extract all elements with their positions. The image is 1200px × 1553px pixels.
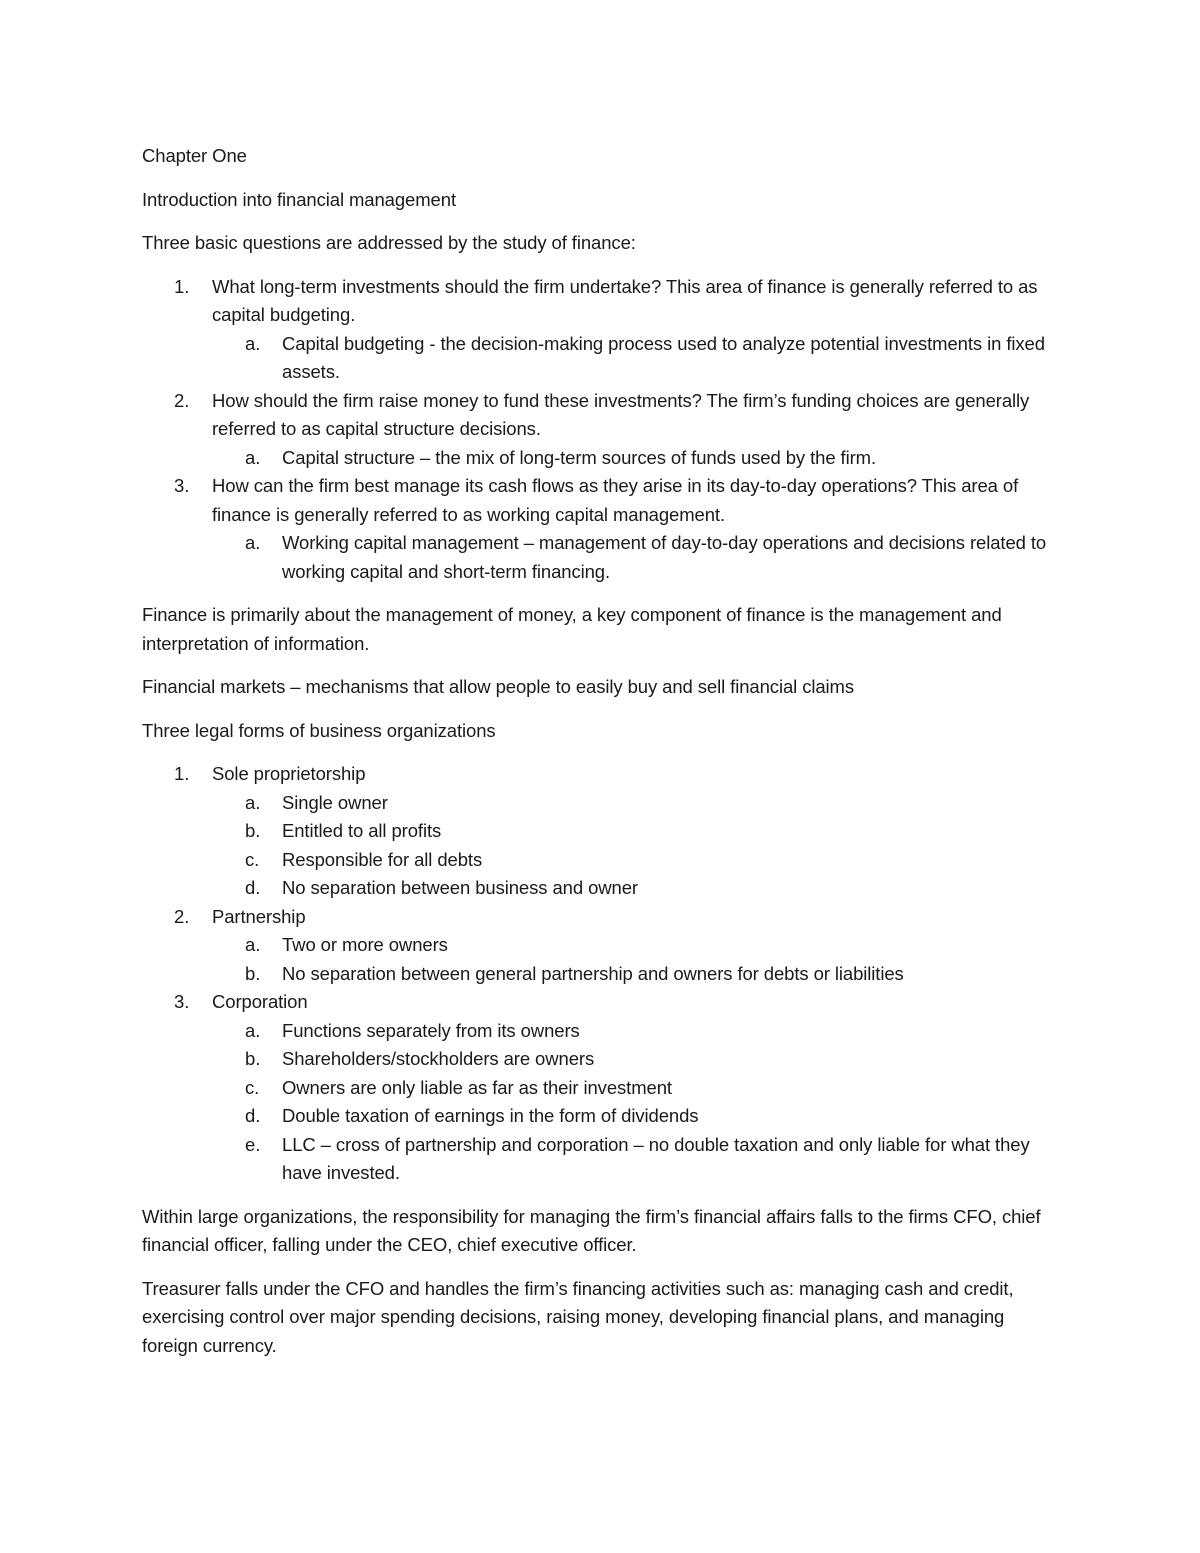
form-item-corporation <box>142 988 1062 1188</box>
list-number: 3. <box>174 475 190 496</box>
list-item-text: Two or more owners <box>282 934 448 955</box>
list-item-text: Double taxation of earnings in the form of dividends <box>282 1105 699 1126</box>
list-letter: c. <box>245 1076 260 1098</box>
list-item <box>212 1045 1062 1074</box>
list-letter: d. <box>245 1105 261 1126</box>
list-item-text: Functions separately from its owners <box>282 1019 580 1041</box>
list-letter: a. <box>245 791 261 813</box>
list-letter: b. <box>245 1048 261 1069</box>
form-item-sole-proprietorship <box>142 760 1062 903</box>
finance-paragraph: Finance is primarily about the management of money, a key component of finance is the management and interpretation of information. <box>142 604 1002 654</box>
list-item-text: LLC – cross of partnership and corporation – no double taxation and only liable for what they have invested. <box>282 1133 1030 1183</box>
list-number: 3. <box>174 991 190 1012</box>
list-item <box>212 789 1062 818</box>
chapter-title: Chapter One <box>142 145 247 166</box>
list-letter: c. <box>245 848 260 870</box>
question-text: How should the firm raise money to fund these investments? The firm’s funding choices are generally referred to as capital structure decisions. <box>212 389 1030 439</box>
list-item <box>212 874 1062 903</box>
chapter-subtitle: Introduction into financial management <box>142 188 456 210</box>
question-sublist <box>212 529 1062 586</box>
list-item <box>212 817 1062 846</box>
question-item <box>142 387 1062 473</box>
question-sublist <box>212 330 1062 387</box>
question-sublist <box>212 444 1062 473</box>
list-item <box>212 931 1062 960</box>
list-letter: a. <box>245 532 261 553</box>
form-name: Partnership <box>212 905 306 927</box>
list-letter: b. <box>245 820 261 841</box>
list-number: 2. <box>174 389 190 411</box>
form-sublist <box>212 931 1062 988</box>
forms-intro: Three legal forms of business organizations <box>142 719 496 741</box>
list-item <box>212 1017 1062 1046</box>
list-number: 1. <box>174 763 190 784</box>
forms-list <box>142 760 1062 1188</box>
list-item <box>212 1074 1062 1103</box>
list-item-text: No separation between general partnership and owners for debts or liabilities <box>282 962 904 984</box>
document-body <box>142 142 1062 1375</box>
questions-list <box>142 273 1062 587</box>
form-sublist <box>212 1017 1062 1188</box>
questions-intro: Three basic questions are addressed by the study of finance: <box>142 232 636 253</box>
form-name: Sole proprietorship <box>212 763 366 784</box>
cfo-paragraph: Within large organizations, the responsibility for managing the firm’s financial affairs falls to the firms CFO, chief financial officer, falling under the CEO, chief executive officer. <box>142 1205 1041 1255</box>
question-item <box>142 472 1062 586</box>
list-number: 2. <box>174 905 190 927</box>
definition-text: Working capital management – management of day-to-day operations and decisions related to working capital and short-term financing. <box>282 532 1047 582</box>
definition-text: Capital budgeting - the decision-making process used to analyze potential investments in fixed assets. <box>282 332 1045 382</box>
list-item <box>212 960 1062 989</box>
definition-item <box>212 330 1062 387</box>
question-item <box>142 273 1062 387</box>
definition-item <box>212 444 1062 473</box>
form-sublist <box>212 789 1062 903</box>
list-letter: e. <box>245 1133 261 1155</box>
treasurer-paragraph: Treasurer falls under the CFO and handles the firm’s financing activities such as: managing cash and credit, exercising control over major spending decisions, raising money, developing financial plans, and managing foreign currency. <box>142 1277 1014 1356</box>
definition-text: Capital structure – the mix of long-term sources of funds used by the firm. <box>282 446 877 468</box>
list-letter: b. <box>245 962 261 984</box>
list-letter: a. <box>245 332 261 354</box>
list-item-text: Responsible for all debts <box>282 848 483 870</box>
list-item <box>212 1131 1062 1188</box>
list-item-text: Owners are only liable as far as their investment <box>282 1076 672 1098</box>
definition-item <box>212 529 1062 586</box>
list-item-text: Entitled to all profits <box>282 820 442 841</box>
list-item <box>212 1102 1062 1131</box>
list-letter: a. <box>245 934 261 955</box>
list-letter: d. <box>245 877 261 898</box>
question-text: How can the firm best manage its cash flows as they arise in its day-to-day operations? This area of finance is generally referred to as working capital management. <box>212 475 1019 525</box>
markets-paragraph: Financial markets – mechanisms that allow people to easily buy and sell financial claims <box>142 676 855 697</box>
list-item-text: No separation between business and owner <box>282 877 638 898</box>
form-name: Corporation <box>212 991 308 1012</box>
list-item-text: Shareholders/stockholders are owners <box>282 1048 595 1069</box>
list-item-text: Single owner <box>282 791 388 813</box>
list-letter: a. <box>245 446 261 468</box>
list-letter: a. <box>245 1019 261 1041</box>
form-item-partnership <box>142 903 1062 989</box>
list-item <box>212 846 1062 875</box>
list-number: 1. <box>174 275 190 297</box>
question-text: What long-term investments should the firm undertake? This area of finance is generally referred to as capital budgeting. <box>212 275 1038 325</box>
